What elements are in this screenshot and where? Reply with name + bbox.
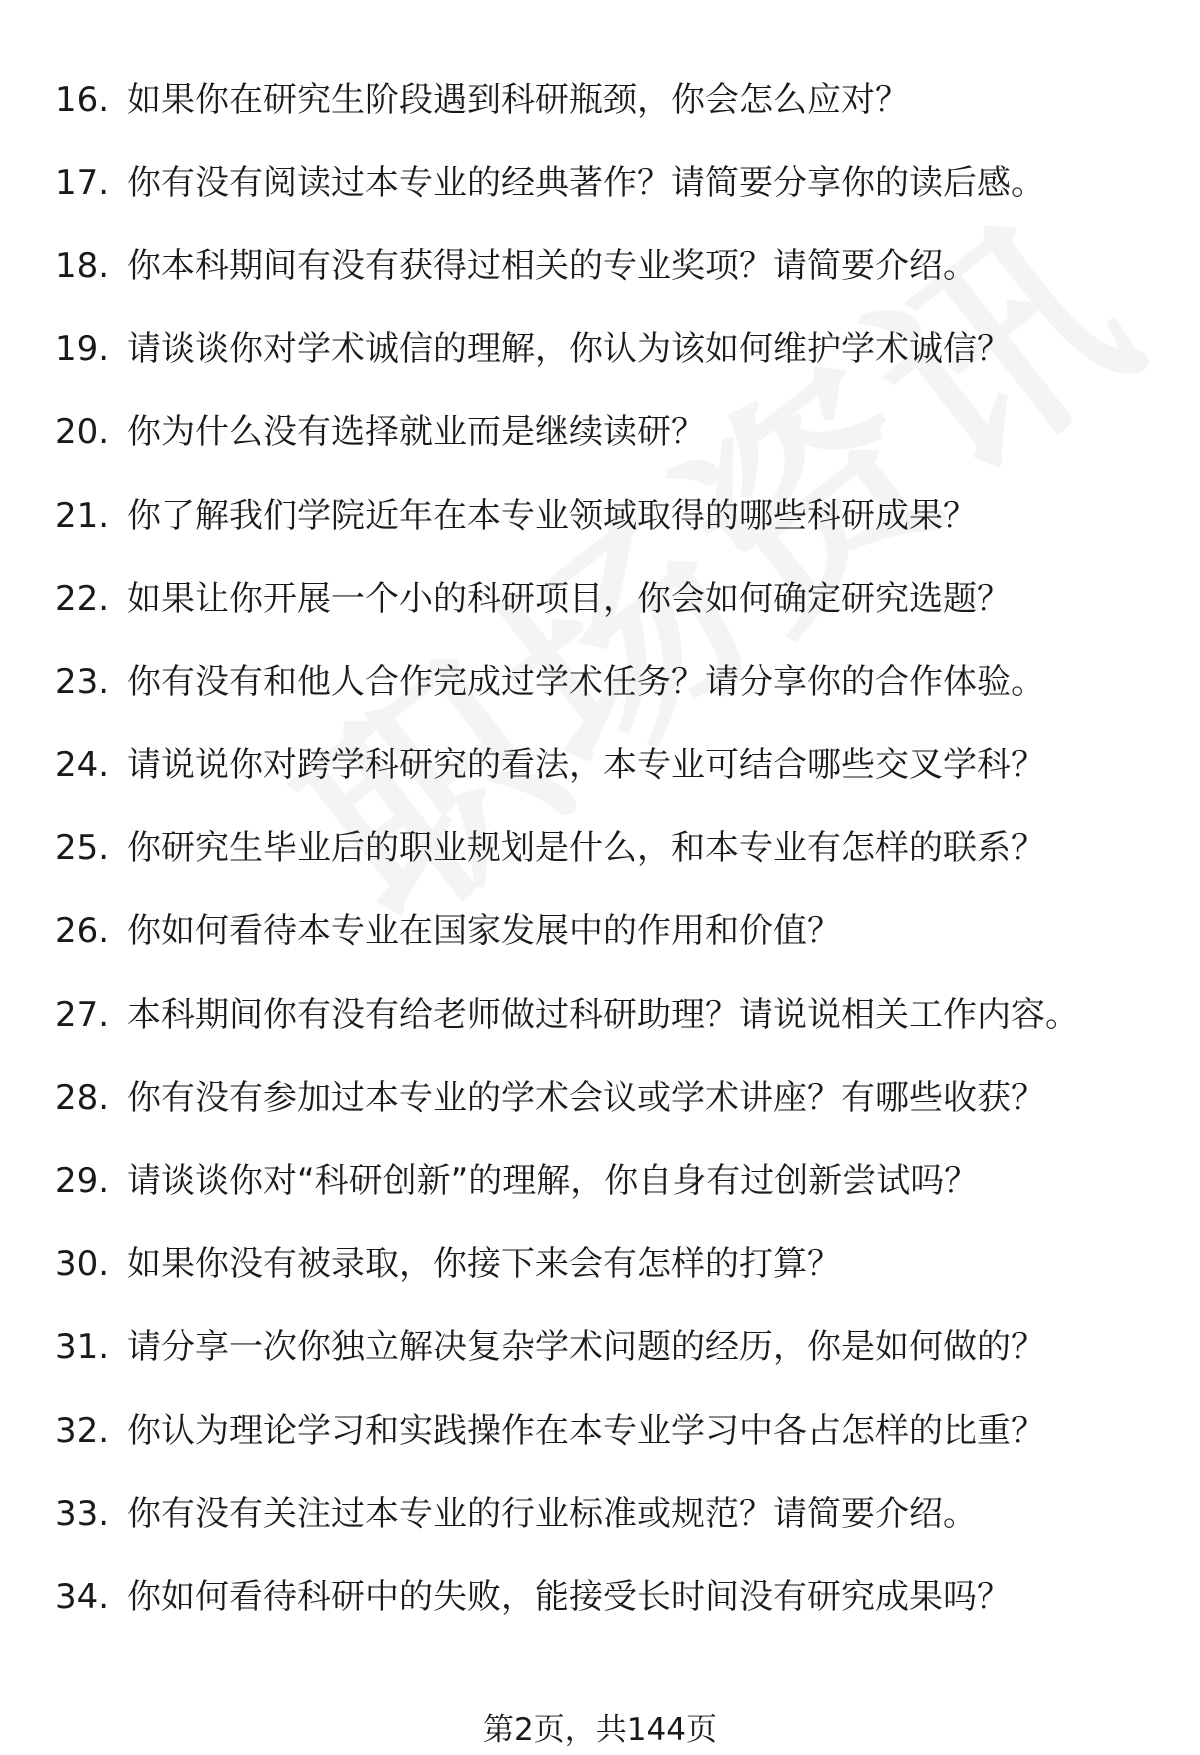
question-text: 你有没有阅读过本专业的经典著作？请简要分享你的读后感。 (127, 162, 1045, 203)
question-item (55, 1555, 1195, 1638)
question-item (55, 557, 1195, 640)
question-number: 20. (55, 412, 110, 453)
page-footer: 第2页，共144页 (483, 1712, 717, 1748)
question-number: 21. (55, 495, 110, 536)
question-number: 26. (55, 911, 110, 952)
question-item (55, 1389, 1195, 1472)
question-item (55, 973, 1195, 1056)
question-text: 你如何看待本专业在国家发展中的作用和价值？ (127, 911, 841, 952)
question-item (55, 474, 1195, 557)
question-text: 请谈谈你对学术诚信的理解，你认为该如何维护学术诚信？ (127, 329, 1011, 370)
question-item (55, 308, 1195, 391)
question-number: 19. (55, 329, 110, 370)
question-text: 如果让你开展一个小的科研项目，你会如何确定研究选题？ (127, 578, 1011, 619)
question-text: 请分享一次你独立解决复杂学术问题的经历，你是如何做的？ (127, 1327, 1045, 1368)
question-number: 27. (55, 994, 110, 1035)
question-item (55, 1306, 1195, 1389)
question-item (55, 58, 1195, 141)
question-text: 你有没有和他人合作完成过学术任务？请分享你的合作体验。 (127, 661, 1045, 702)
question-text: 你本科期间有没有获得过相关的专业奖项？请简要介绍。 (127, 245, 977, 286)
question-text: 如果你在研究生阶段遇到科研瓶颈，你会怎么应对？ (127, 79, 909, 120)
question-item (55, 890, 1195, 973)
question-item (55, 391, 1195, 474)
question-text: 本科期间你有没有给老师做过科研助理？请说说相关工作内容。 (127, 994, 1079, 1035)
question-item (55, 724, 1195, 807)
question-number: 22. (55, 578, 110, 619)
question-text: 你有没有关注过本专业的行业标准或规范？请简要介绍。 (127, 1493, 977, 1534)
question-item (55, 1056, 1195, 1139)
question-item (55, 224, 1195, 307)
question-number: 28. (55, 1077, 110, 1118)
question-item (55, 141, 1195, 224)
question-number: 34. (55, 1576, 110, 1617)
question-item (55, 1139, 1195, 1222)
question-number: 31. (55, 1327, 110, 1368)
question-number: 24. (55, 745, 110, 786)
question-text: 请谈谈你对“科研创新”的理解，你自身有过创新尝试吗？ (127, 1161, 979, 1202)
question-text: 你了解我们学院近年在本专业领域取得的哪些科研成果？ (127, 495, 977, 536)
question-text: 你研究生毕业后的职业规划是什么，和本专业有怎样的联系？ (127, 828, 1045, 869)
question-item (55, 807, 1195, 890)
question-number: 17. (55, 162, 110, 203)
question-text: 你为什么没有选择就业而是继续读研？ (127, 412, 705, 453)
question-number: 30. (55, 1244, 110, 1285)
question-text: 你如何看待科研中的失败，能接受长时间没有研究成果吗？ (127, 1576, 1011, 1617)
question-number: 18. (55, 245, 110, 286)
question-number: 16. (55, 79, 110, 120)
question-item (55, 640, 1195, 723)
question-number: 23. (55, 661, 110, 702)
question-item (55, 1223, 1195, 1306)
question-list (55, 58, 1195, 1639)
question-number: 32. (55, 1410, 110, 1451)
question-item (55, 1472, 1195, 1555)
question-number: 29. (55, 1161, 110, 1202)
question-number: 25. (55, 828, 110, 869)
question-text: 你认为理论学习和实践操作在本专业学习中各占怎样的比重？ (127, 1410, 1045, 1451)
question-text: 请说说你对跨学科研究的看法，本专业可结合哪些交叉学科？ (127, 745, 1045, 786)
question-text: 如果你没有被录取，你接下来会有怎样的打算？ (127, 1244, 841, 1285)
question-number: 33. (55, 1493, 110, 1534)
question-text: 你有没有参加过本专业的学术会议或学术讲座？有哪些收获？ (127, 1077, 1045, 1118)
